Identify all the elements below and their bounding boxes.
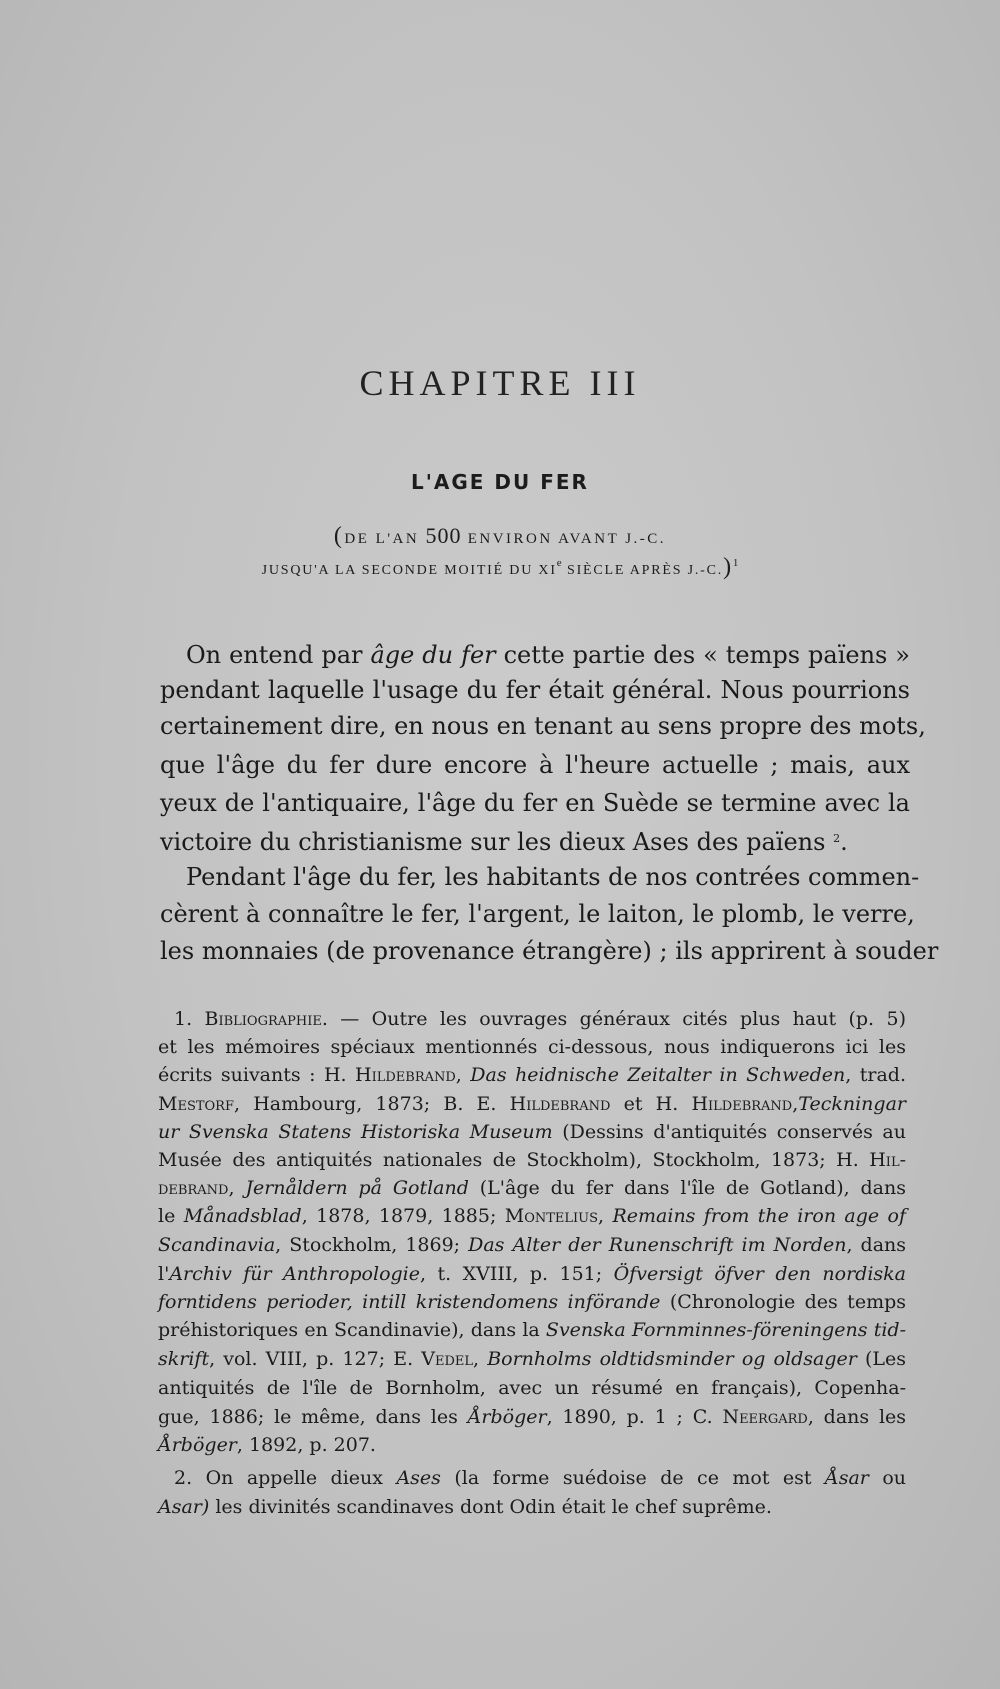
footnote-1-line: [174, 1007, 906, 1031]
footnote-number: 1.: [174, 1008, 205, 1030]
italic-term: Åsar: [824, 1467, 869, 1489]
superscript: e: [556, 557, 562, 569]
subtitle-text: DE L'AN: [344, 531, 420, 547]
italic-title: Das heidnische Zeitalter in Schweden: [470, 1064, 846, 1086]
footnote-1-line: et les mémoires spéciaux mentionnés ci-dessous, nous indiquerons ici les: [158, 1036, 906, 1058]
text-run: , vol. VIII, p. 127; E.: [209, 1348, 422, 1370]
text-run: ,: [473, 1348, 488, 1370]
text-run: debrand: [158, 1177, 229, 1199]
italic-title: Scandinavia: [158, 1234, 276, 1256]
open-paren: (: [333, 523, 345, 549]
italic-title: Svenska Fornminnes-föreningens tid-: [545, 1319, 906, 1341]
text-run: ,: [228, 1177, 246, 1199]
text-run: , dans: [846, 1234, 907, 1256]
footnote-1-line: [158, 1290, 906, 1314]
italic-title: Årböger: [467, 1406, 547, 1428]
text-run: Vedel: [421, 1348, 474, 1370]
text-run: , t. XVIII, p. 151;: [420, 1263, 614, 1285]
text-run: On entend par: [186, 641, 371, 669]
footnote-1-line: [158, 1063, 906, 1087]
text-run: Mestorf: [158, 1093, 234, 1115]
italic-term: Ases: [396, 1467, 441, 1489]
subtitle-year: 500: [425, 523, 462, 548]
text-run: (L'âge du fer dans l'île de Gotland), dans: [468, 1177, 906, 1199]
text-run: 2. On appelle dieux: [174, 1467, 397, 1489]
chapter-title: CHAPITRE III: [359, 363, 641, 403]
italic-title: forntidens perioder, intill kristendomens införande: [158, 1291, 661, 1313]
footnote-1-line: [158, 1233, 906, 1257]
footnote-1-line: [158, 1347, 906, 1371]
footnote-reference: 1: [732, 557, 739, 569]
text-run: et H.: [610, 1093, 692, 1115]
text-run: écrits suivants : H.: [158, 1064, 356, 1086]
subtitle-text: ENVIRON AVANT J.-C.: [467, 531, 667, 547]
italic-term: âge du fer: [370, 641, 496, 669]
italic-title: Das Alter der Runenschrift im Norden: [468, 1234, 847, 1256]
italic-title: Jernåldern på Gotland: [245, 1177, 469, 1199]
footnote-1-line: [158, 1092, 906, 1116]
footnote-1-line: [158, 1204, 906, 1228]
text-run: .: [840, 828, 848, 856]
text-run: Hildebrand: [509, 1093, 611, 1115]
text-run: Montelius: [504, 1205, 599, 1227]
section-subtitle-line-1: [0, 523, 1000, 550]
text-run: ,: [455, 1064, 471, 1086]
italic-title: Årböger: [158, 1434, 237, 1456]
text-run: gue, 1886; le même, dans les: [158, 1406, 468, 1428]
footnote-1-line: [158, 1318, 906, 1342]
text-run: Hil-: [869, 1149, 906, 1171]
text-run: l': [158, 1263, 170, 1285]
text-run: Hildebrand: [691, 1093, 793, 1115]
text-run: victoire du christianisme sur les dieux Ases des païens: [160, 828, 826, 856]
subtitle-text: SIÈCLE APRÈS J.-C.: [566, 563, 724, 578]
footnote-1-line: [158, 1176, 906, 1200]
text-run: Musée des antiquités nationales de Stockholm), Stockholm, 1873; H.: [158, 1149, 870, 1171]
subtitle-text: JUSQU'A LA SECONDE MOITIÉ DU XI: [261, 563, 557, 578]
footnote-2-line: [158, 1495, 906, 1519]
italic-title: Archiv für Anthropologie: [169, 1263, 420, 1285]
body-line: Pendant l'âge du fer, les habitants de nos contrées commen-: [186, 863, 920, 891]
section-subtitle-line-2: [0, 554, 1000, 581]
footnote-1-line: [158, 1433, 906, 1457]
close-paren: ): [723, 554, 733, 580]
body-line: pendant laquelle l'usage du fer était général. Nous pourrions: [160, 676, 910, 704]
body-line: yeux de l'antiquaire, l'âge du fer en Suède se termine avec la: [160, 789, 910, 817]
text-run: , 1878, 1879, 1885;: [301, 1205, 505, 1227]
text-run: ,: [598, 1205, 613, 1227]
text-run: Hildebrand: [355, 1064, 456, 1086]
footnote-1-line: [158, 1405, 906, 1429]
text-run: , 1892, p. 207.: [236, 1434, 376, 1456]
footnote-2-line: [174, 1466, 906, 1490]
body-line: cèrent à connaître le fer, l'argent, le laiton, le plomb, le verre,: [160, 900, 915, 928]
text-run: ,: [792, 1093, 799, 1115]
footnote-1-line: [158, 1262, 906, 1286]
italic-title: ur Svenska Statens Historiska Museum: [158, 1121, 553, 1143]
text-run: , 1890, p. 1 ; C.: [546, 1406, 723, 1428]
italic-title: Bornholms oldtidsminder og oldsager: [487, 1348, 857, 1370]
text-run: cette partie des « temps païens »: [495, 641, 910, 669]
body-line: [160, 824, 910, 857]
text-run: Bibliographie.: [204, 1008, 328, 1030]
italic-title: Teckningar: [798, 1093, 906, 1115]
text-run: , dans les: [807, 1406, 907, 1428]
text-run: les divinités scandinaves dont Odin était le chef suprême.: [209, 1496, 772, 1518]
footnote-1-line: [158, 1148, 906, 1172]
italic-title: skrift: [158, 1348, 210, 1370]
italic-title: Öfversigt öfver den nordiska: [613, 1263, 906, 1285]
body-line: les monnaies (de provenance étrangère) ; ils apprirent à souder: [160, 937, 939, 965]
text-run: le: [158, 1205, 184, 1227]
text-run: (Les: [856, 1348, 906, 1370]
text-run: (la forme suédoise de ce mot est: [440, 1467, 825, 1489]
italic-term: Asar): [158, 1496, 210, 1518]
footnote-reference: 2: [833, 832, 841, 845]
body-line: que l'âge du fer dure encore à l'heure actuelle ; mais, aux: [160, 751, 910, 779]
italic-title: Remains from the iron age of: [612, 1205, 906, 1227]
text-run: , trad.: [845, 1064, 906, 1086]
text-run: (Chronologie des temps: [660, 1291, 906, 1313]
footnote-1-line: [158, 1120, 906, 1144]
text-run: ou: [868, 1467, 906, 1489]
italic-title: Månadsblad: [183, 1205, 302, 1227]
body-line: [186, 640, 910, 670]
body-line: certainement dire, en nous en tenant au sens propre des mots,: [160, 712, 926, 740]
text-run: préhistoriques en Scandinavie), dans la: [158, 1319, 546, 1341]
footnote-1-line: antiquités de l'île de Bornholm, avec un résumé en français), Copenha-: [158, 1377, 906, 1399]
text-run: , Hambourg, 1873; B. E.: [234, 1093, 510, 1115]
text-run: (Dessins d'antiquités conservés au: [552, 1121, 906, 1143]
text-run: , Stockholm, 1869;: [275, 1234, 469, 1256]
text-run: Neergard: [722, 1406, 808, 1428]
text-run: — Outre les ouvrages généraux cités plus haut (p. 5): [327, 1008, 906, 1030]
section-title: L'AGE DU FER: [411, 470, 589, 494]
